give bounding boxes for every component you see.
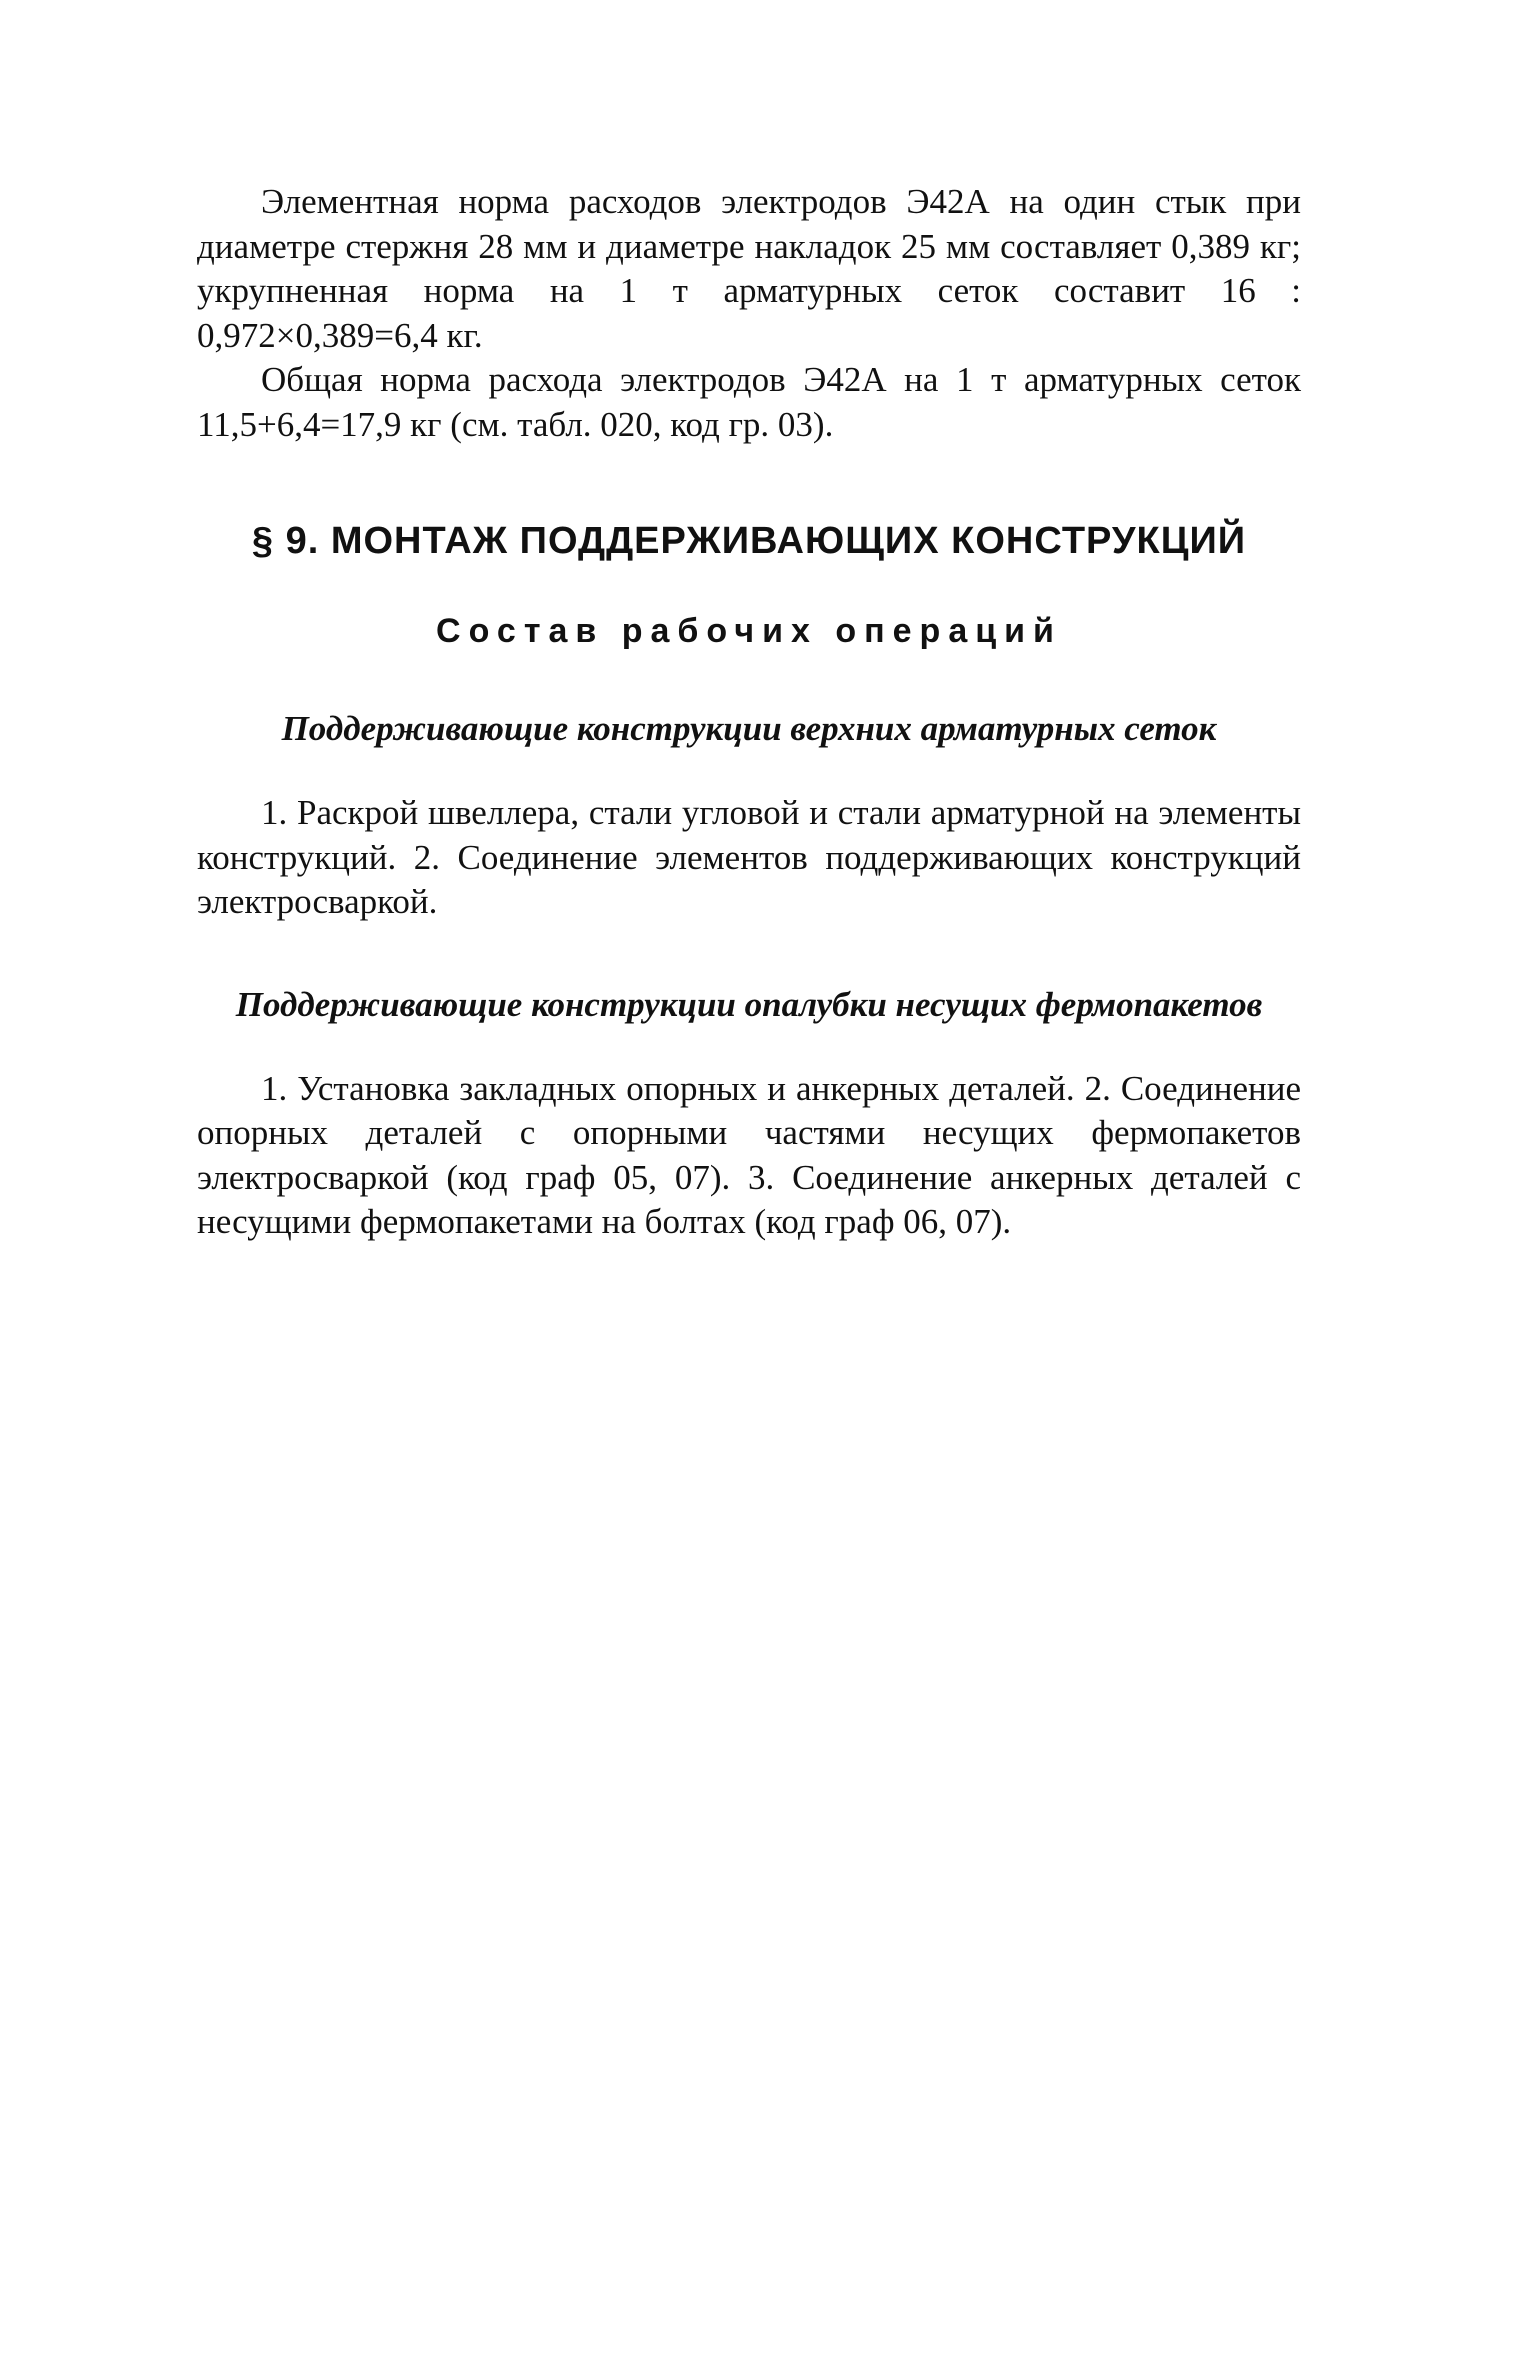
section-heading: § 9. МОНТАЖ ПОДДЕРЖИВАЮЩИХ КОНСТРУКЦИЙ <box>251 520 1247 562</box>
paragraph-electrode-norm-per-joint: Элементная норма расходов электродов Э42А на один стык при диаметре стержня 28 мм и диаметре накладок 25 мм составляет 0,389 кг; укрупненная норма на 1 т арматурных сеток составит 16 : 0,972×0,389=6,4 кг. <box>197 182 1301 355</box>
document-page <box>197 180 1301 1245</box>
subheading-work-operations: Состав рабочих операций <box>436 612 1062 650</box>
block-title-formwork-supports: Поддерживающие конструкции опалубки несущих фермопакетов <box>235 984 1263 1024</box>
paragraph-total-electrode-norm: Общая норма расхода электродов Э42А на 1 т арматурных сеток 11,5+6,4=17,9 кг (см. табл. 020, код гр. 03). <box>197 360 1301 444</box>
block-text-upper-mesh-supports: 1. Раскрой швеллера, стали угловой и стали арматурной на элементы конструкций. 2. Соединение элементов поддерживающих конструкций электросваркой. <box>197 793 1301 921</box>
block-title-upper-mesh-supports: Поддерживающие конструкции верхних арматурных сеток <box>281 709 1217 748</box>
block-text-formwork-supports: 1. Установка закладных опорных и анкерных деталей. 2. Соединение опорных деталей с опорными частями несущих фермопакетов электросваркой (код граф 05, 07). 3. Соединение анкерных деталей с несущими фермопакетами на болтах (код граф 06, 07). <box>197 1068 1301 1241</box>
